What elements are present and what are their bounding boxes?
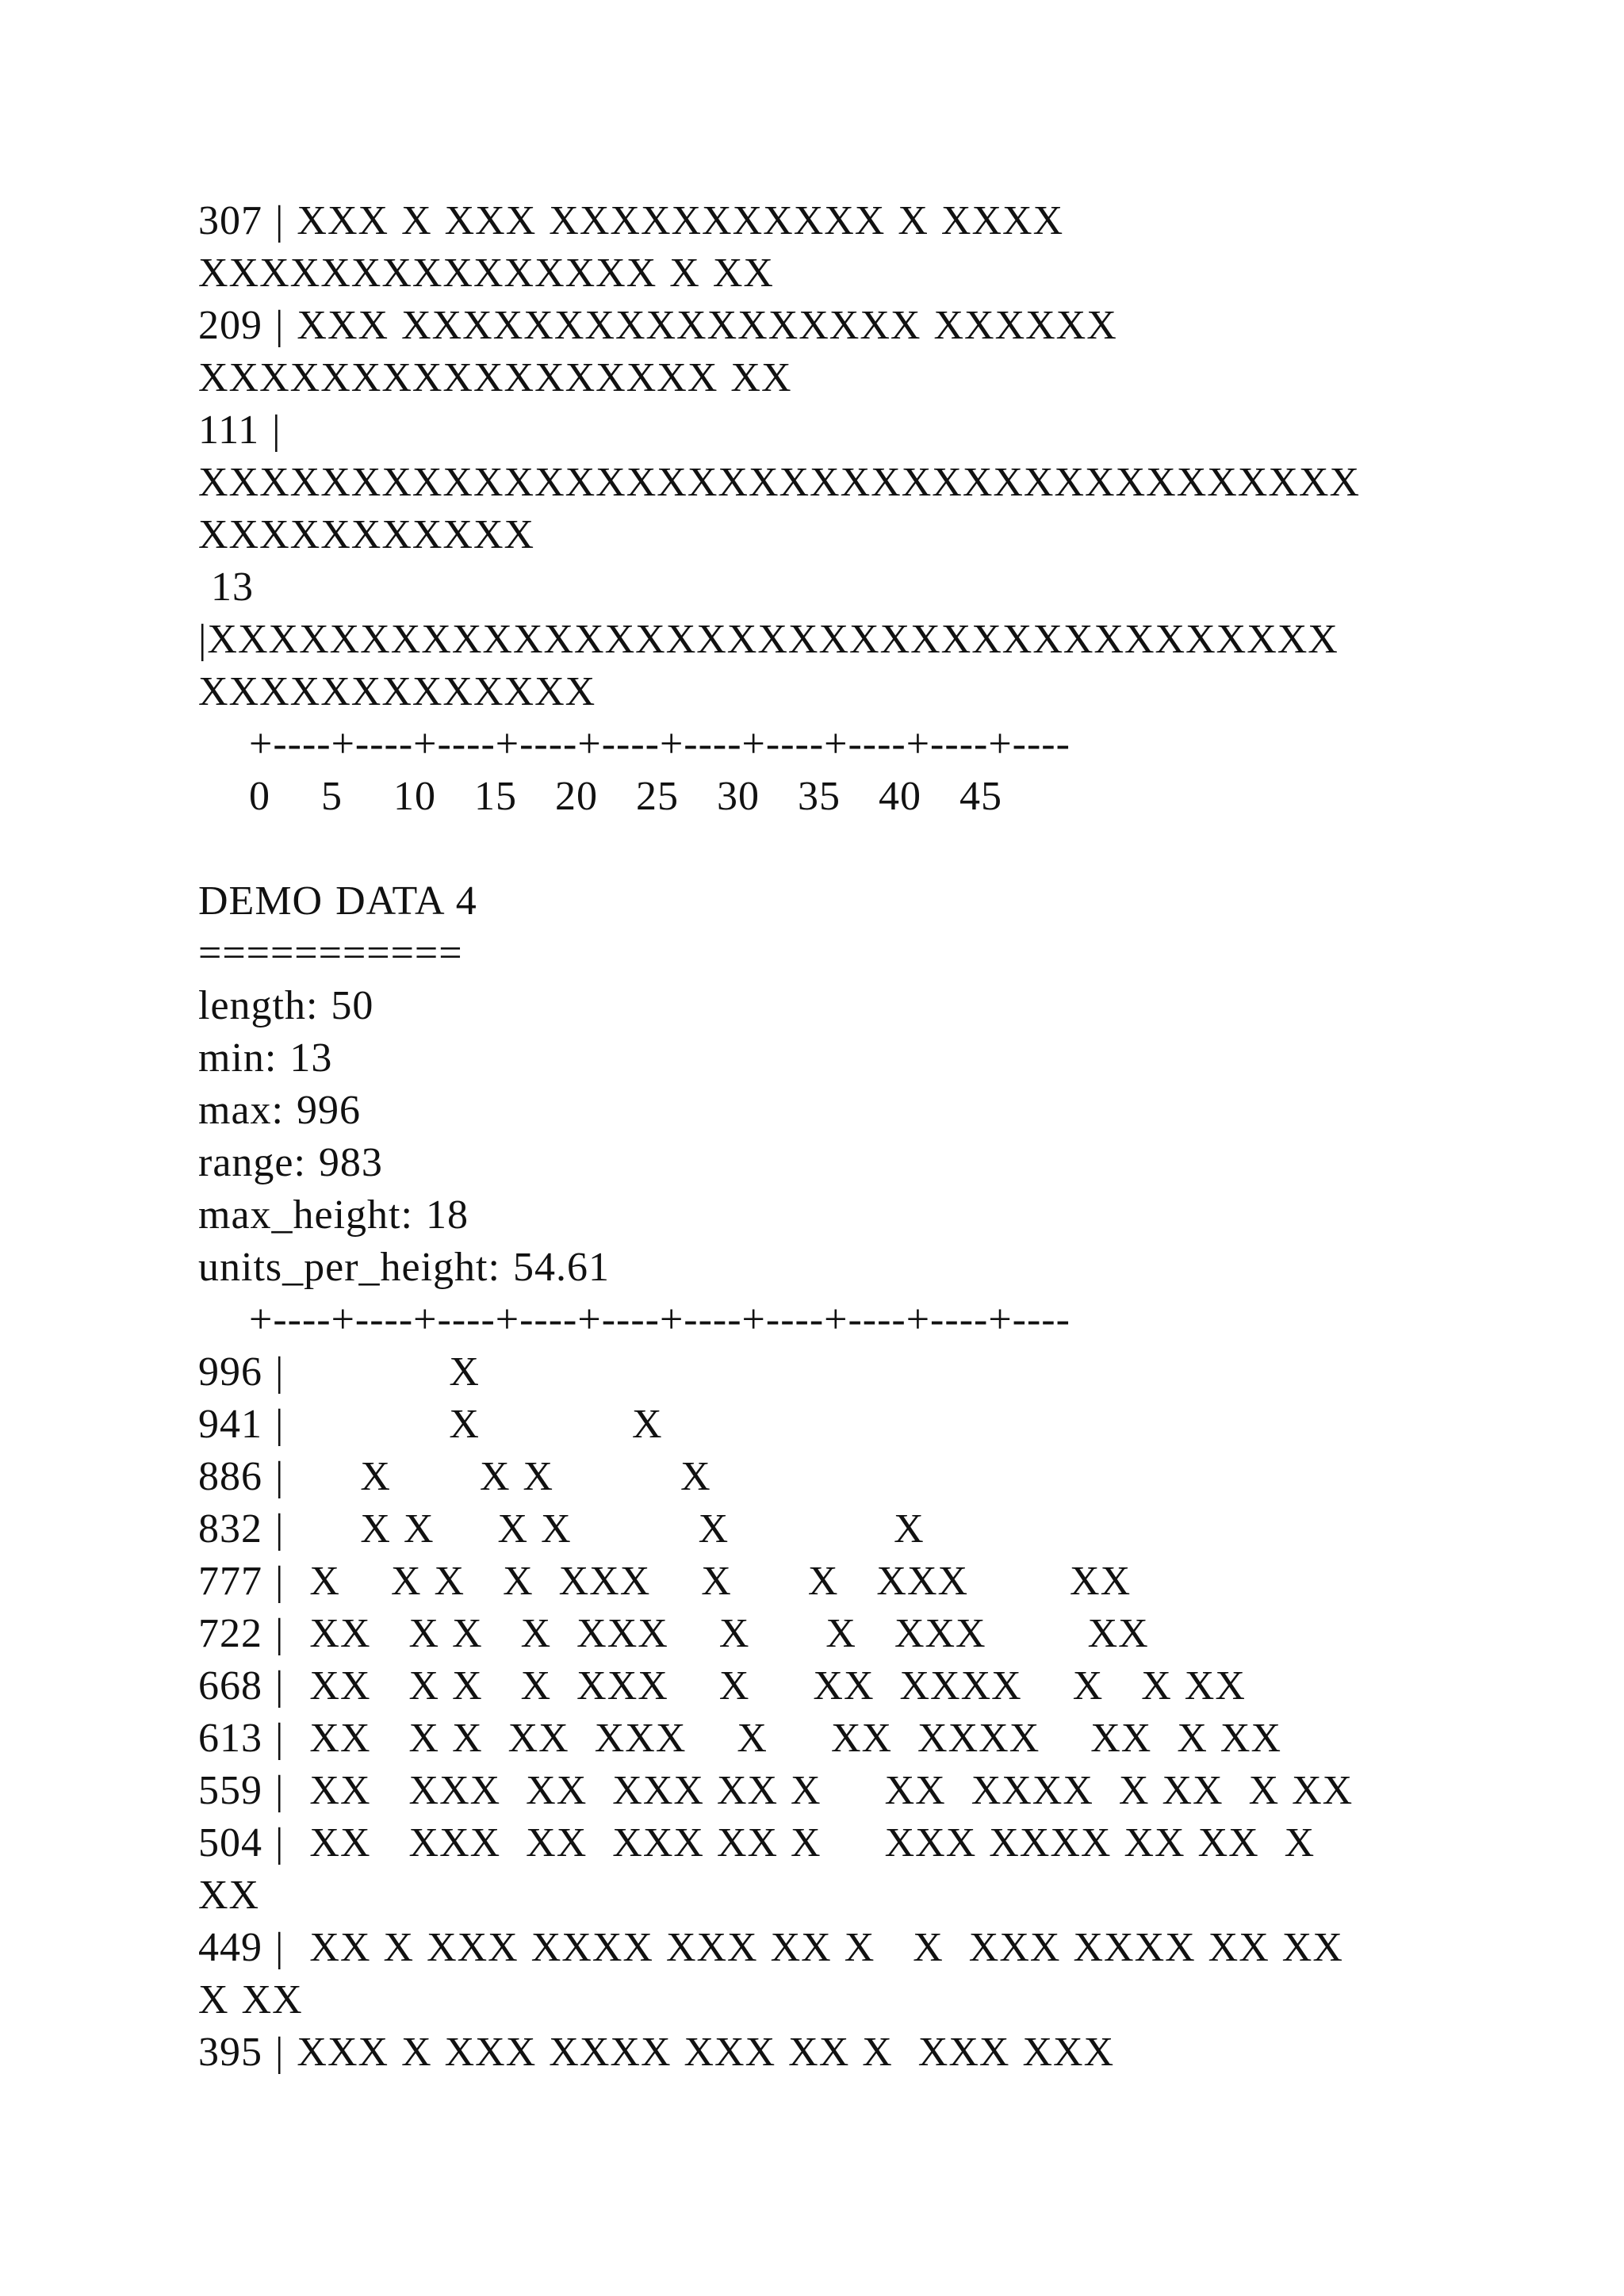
stat-max: max: 996	[198, 1088, 361, 1133]
demo-data-4-section	[198, 875, 1435, 2079]
histogram-row: 886 | X X X X	[198, 1454, 711, 1499]
histogram-line: XXXXXXXXXXXXX	[198, 669, 596, 714]
histogram-line: XXXXXXXXXXXXXXX X XX	[198, 251, 774, 296]
histogram-row: 832 | X X X X X X	[198, 1506, 925, 1552]
histogram-row-wrap: X XX	[198, 1977, 303, 2022]
histogram-line: |XXXXXXXXXXXXXXXXXXXXXXXXXXXXXXXXXXXXX	[198, 617, 1339, 662]
histogram-row: 941 | X X	[198, 1402, 663, 1447]
histogram-row: 668 | XX X X X XXX X XX XXXX X X XX	[198, 1663, 1246, 1709]
histogram-row: 449 | XX X XXX XXXX XXX XX X X XXX XXXX XX XX	[198, 1925, 1343, 1970]
histogram-continuation	[198, 195, 1435, 823]
histogram-line: 209 | XXX XXXXXXXXXXXXXXXXX XXXXXX	[198, 303, 1117, 348]
histogram-row: 504 | XX XXX XX XXX XX X XXX XXXX XX XX X	[198, 1820, 1316, 1866]
x-axis-line: +----+----+----+----+----+----+----+----+----+----	[198, 721, 1071, 767]
histogram-row: 996 | X	[198, 1349, 480, 1395]
histogram-line: 111 |	[198, 408, 282, 453]
histogram-line: XXXXXXXXXXXXXXXXXXXXXXXXXXXXXXXXXXXXXX	[198, 460, 1361, 505]
histogram-row-wrap: XX	[198, 1873, 260, 1918]
stat-length: length: 50	[198, 983, 374, 1028]
histogram-row: 559 | XX XXX XX XXX XX X XX XXXX X XX X XX	[198, 1768, 1354, 1813]
histogram-row: 395 | XXX X XXX XXXX XXX XX X XXX XXX	[198, 2030, 1115, 2075]
histogram-line: XXXXXXXXXXXXXXXXX XX	[198, 355, 792, 400]
stat-range: range: 983	[198, 1140, 383, 1185]
histogram-row: 777 | X X X X XXX X X XXX XX	[198, 1559, 1132, 1604]
blank-line	[198, 823, 1435, 875]
axis-top-line: +----+----+----+----+----+----+----+----+----+----	[198, 1297, 1071, 1342]
x-axis-labels: 0 5 10 15 20 25 30 35 40 45	[198, 774, 1002, 819]
stat-max-height: max_height: 18	[198, 1192, 469, 1238]
section-title: DEMO DATA 4	[198, 878, 477, 924]
histogram-line: 307 | XXX X XXX XXXXXXXXXXX X XXXX	[198, 198, 1064, 243]
stat-min: min: 13	[198, 1035, 333, 1081]
histogram-line: XXXXXXXXXXX	[198, 512, 535, 557]
section-underline: ===========	[198, 931, 463, 976]
histogram-row: 613 | XX X X XX XXX X XX XXXX XX X XX	[198, 1716, 1282, 1761]
stat-units-per-height: units_per_height: 54.61	[198, 1245, 610, 1290]
document-text	[198, 195, 1435, 2079]
histogram-line: 13	[198, 564, 254, 610]
histogram-row: 722 | XX X X X XXX X X XXX XX	[198, 1611, 1149, 1656]
